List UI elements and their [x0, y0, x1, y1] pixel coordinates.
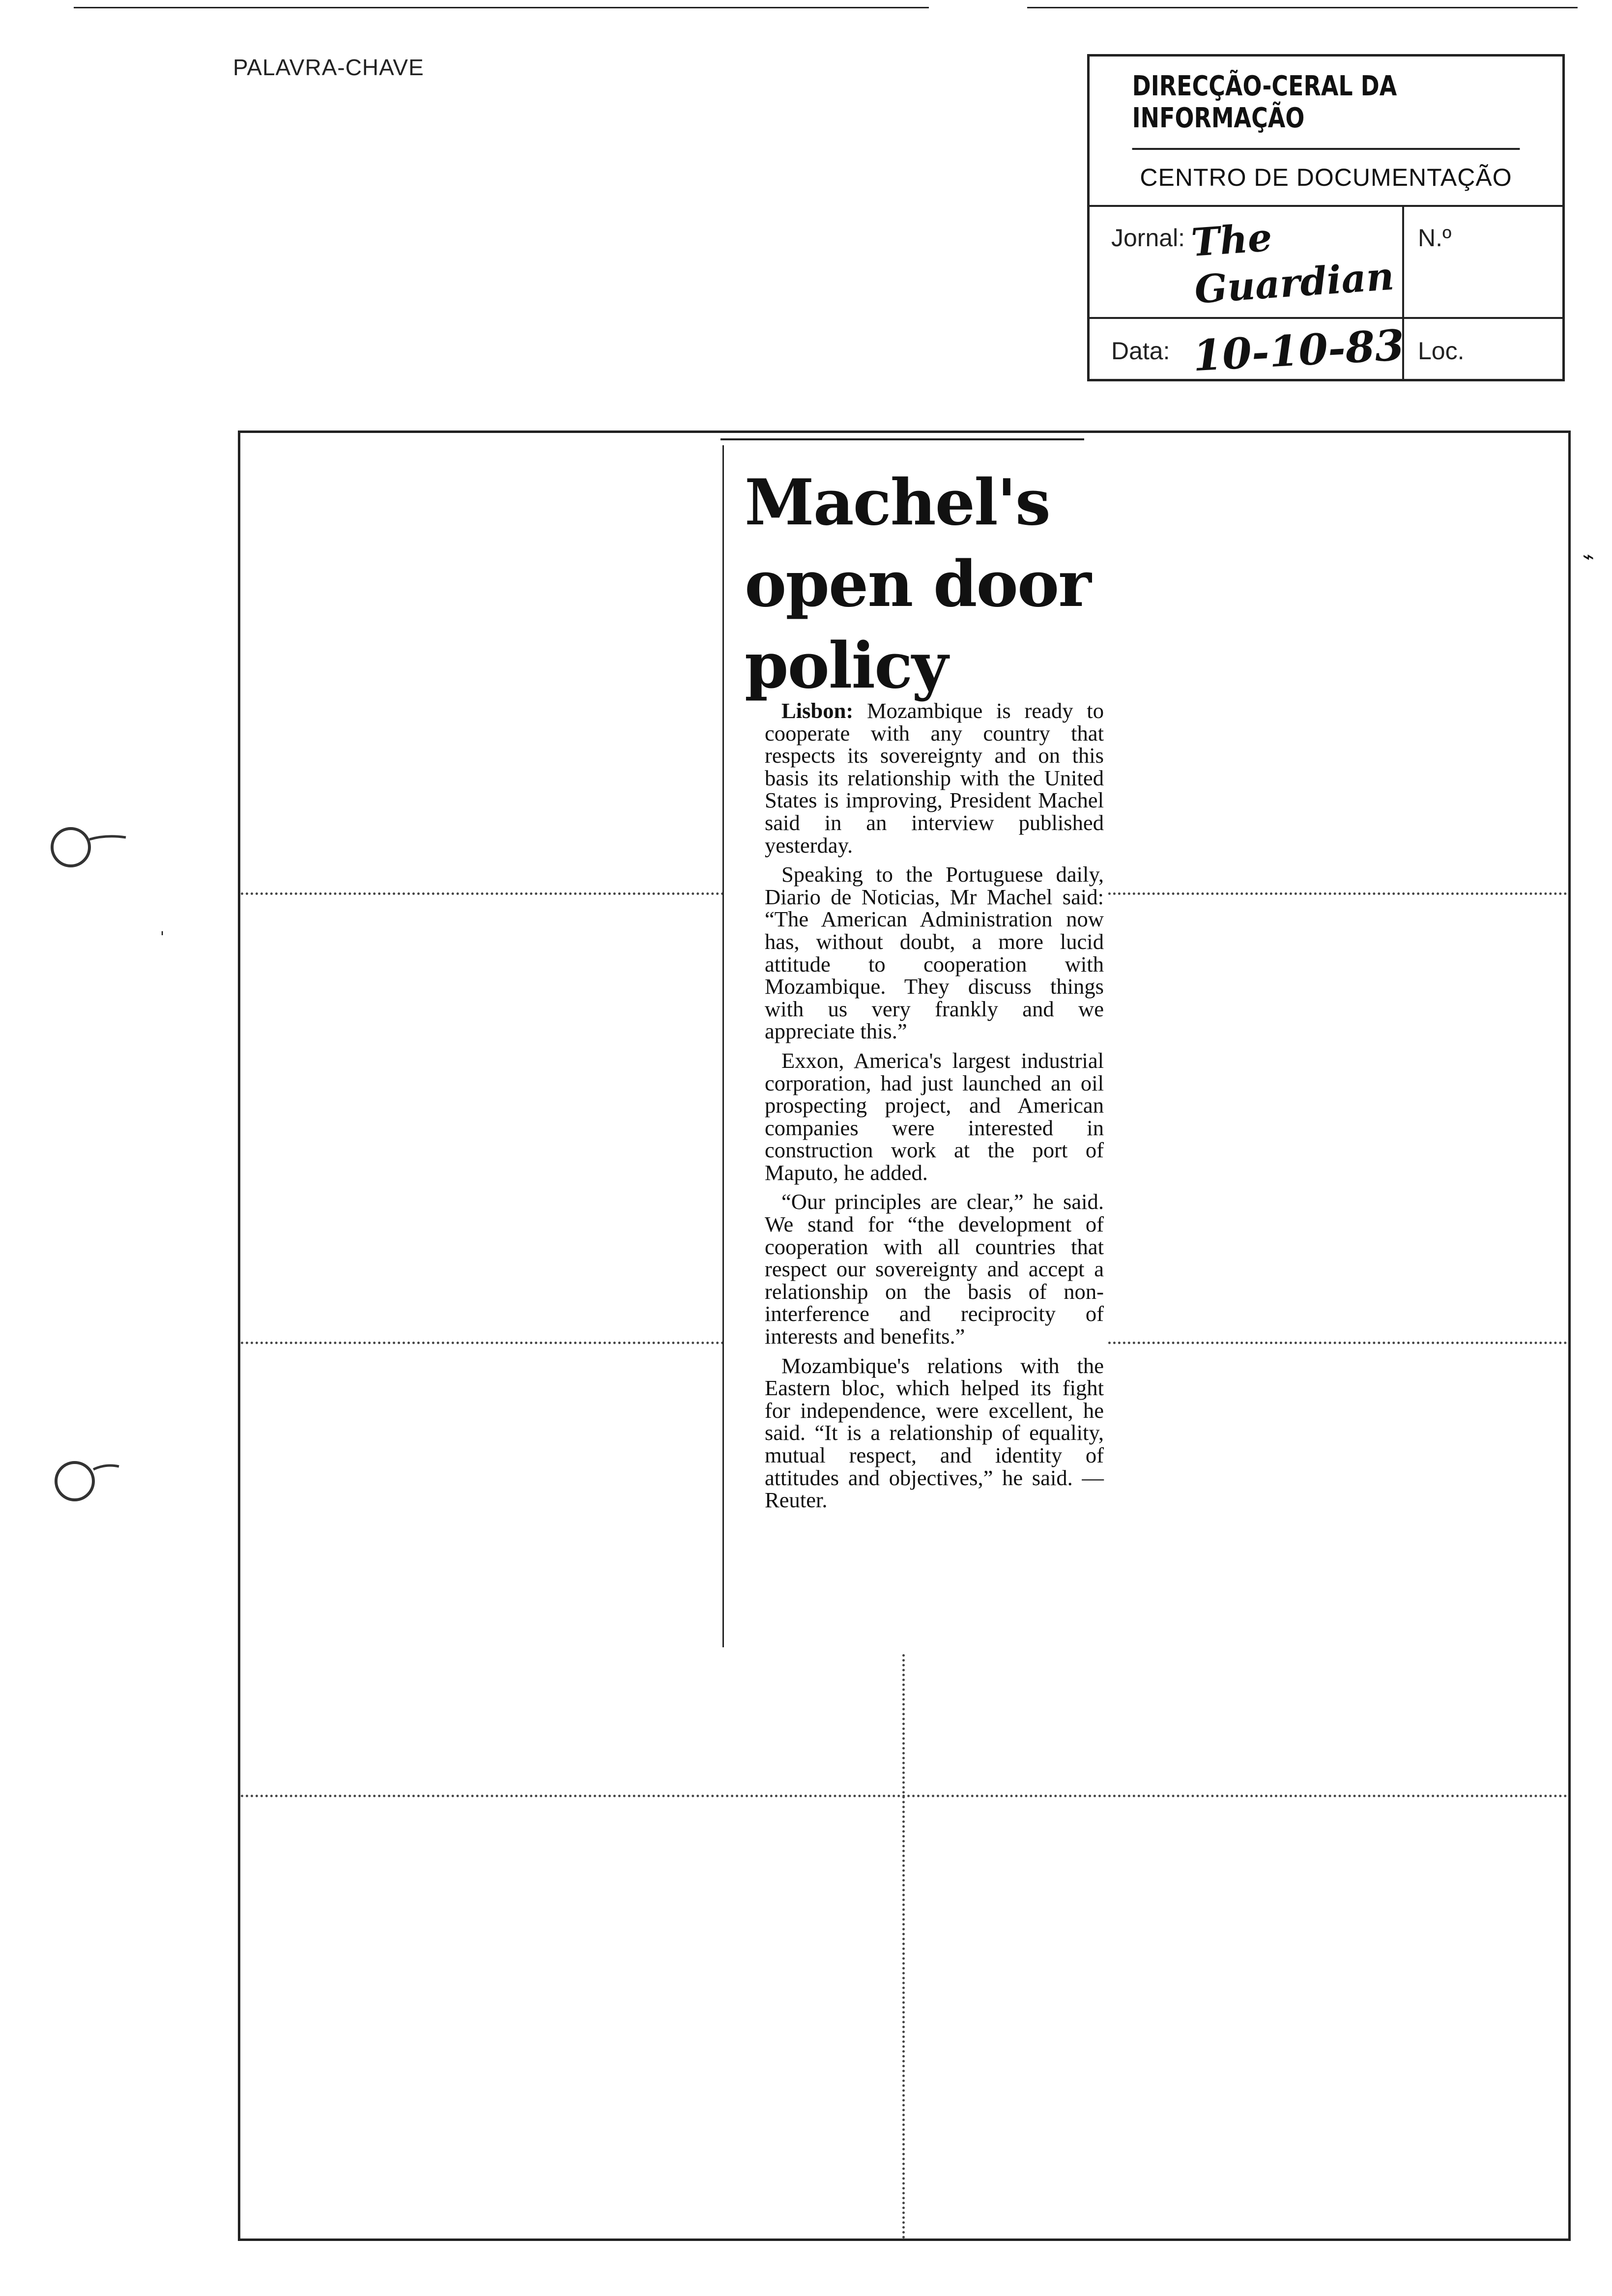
article-paragraph: Exxon, America's largest industrial corporation, had just launched an oil prospecting project, and American companies were interested in construction work at the port of Maputo, he added. — [765, 1048, 1104, 1185]
jornal-value: The Guardian — [1189, 215, 1396, 313]
jornal-label: Jornal: — [1111, 224, 1185, 252]
article-paragraph: “Our principles are clear,” he said. We stand for “the development of cooperation with all countries that respect our sovereignty and accept a relationship on the basis of non-interference and reciprocity of interests and benefits.” — [765, 1189, 1104, 1349]
loc-label: Loc. — [1418, 337, 1465, 365]
article-paragraph: Speaking to the Portuguese daily, Diario de Noticias, Mr Machel said: “The American Administration now has, without doubt, a more lucid attitude to cooperation with Mozambique. They discuss things with us very frankly and we appreciate this.” — [765, 862, 1104, 1044]
scan-mark: ' — [160, 929, 165, 946]
scan-mark: ⌁ — [1583, 545, 1595, 568]
card-divider-horizontal — [1090, 317, 1562, 319]
clipping-top-rule — [720, 438, 1084, 440]
top-rule-right — [1027, 7, 1578, 8]
filing-card — [1087, 54, 1565, 381]
card-subtitle: CENTRO DE DOCUMENTAÇÃO — [1090, 150, 1562, 207]
top-rule-left — [74, 7, 929, 8]
card-title: DIRECÇÃO-CERAL DA INFORMAÇÃO — [1132, 57, 1520, 150]
keyword-label: PALAVRA-CHAVE — [233, 55, 424, 80]
punch-hole-icon — [49, 1455, 123, 1504]
punch-hole-icon — [47, 820, 131, 874]
clipping-column-rule — [722, 445, 724, 1647]
article-headline: Machel's open door policy — [745, 466, 1091, 703]
article-paragraph: Mozambique's relations with the Eastern bloc, which helped its fight for independence, were excellent, he said. “It is a relationship of equality, mutual respect, and identity of attitudes and objectives,” he said. — Reuter. — [765, 1353, 1104, 1513]
article-dateline: Lisbon: — [781, 698, 854, 723]
article-body — [765, 700, 1104, 1519]
numero-label: N.º — [1418, 224, 1452, 252]
data-value: 10-10-83 — [1191, 320, 1406, 381]
data-label: Data: — [1111, 337, 1170, 365]
article-paragraph: Lisbon: Mozambique is ready to cooperate with any country that respects its sovereignty and on this basis its relationship with the United States is improving, President Machel said in an interview published yesterday. — [765, 698, 1104, 858]
grid-line-vertical — [902, 1654, 905, 2239]
